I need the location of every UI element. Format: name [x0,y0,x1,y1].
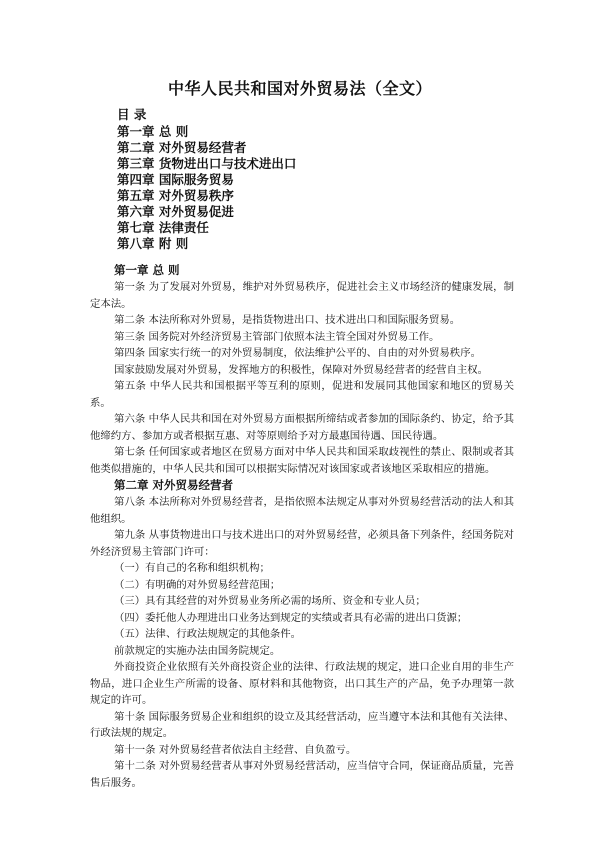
toc-item: 第四章 国际服务贸易 [117,172,234,187]
article-paragraph: 第五条 中华人民共和国根据平等互利的原则，促进和发展同其他国家和地区的贸易关系。 [90,380,514,409]
condition-item: （五）法律、行政法规规定的其他条件。 [114,628,302,640]
article-paragraph: 第十条 国际服务贸易企业和组织的设立及其经营活动，应当遵守本法和其他有关法律、行政法规的规定。 [90,710,514,739]
toc-item: 第二章 对外贸易经营者 [117,140,247,155]
toc-item: 第一章 总 则 [117,124,189,139]
article-paragraph: 第十二条 对外贸易经营者从事对外贸易经营活动，应当信守合同，保证商品质量，完善售后服务。 [90,760,514,789]
toc-item: 第七章 法律责任 [117,220,209,235]
article-paragraph: 第六条 中华人民共和国在对外贸易方面根据所缔结或者参加的国际条约、协定，给予其他缔约方、参加方或者根据互惠、对等原则给予对方最惠国待遇、国民待遇。 [90,413,514,442]
toc-item: 第三章 货物进出口与技术进出口 [117,156,297,171]
table-of-contents [117,106,296,252]
article-paragraph: 第一条 为了发展对外贸易，维护对外贸易秩序，促进社会主义市场经济的健康发展，制定本法。 [90,281,514,310]
toc-item: 第六章 对外贸易促进 [117,204,234,219]
article-paragraph: 第三条 国务院对外经济贸易主管部门依照本法主管全国对外贸易工作。 [114,330,440,343]
chapter-heading: 第二章 对外贸易经营者 [114,478,234,492]
document-title: 中华人民共和国对外贸易法（全文） [167,79,432,98]
article-paragraph: 第九条 从事货物进出口与技术进出口的对外贸易经营，必须具备下列条件，经国务院对外经济贸易主管部门许可： [90,529,514,558]
article-paragraph: 前款规定的实施办法由国务院规定。 [114,644,281,657]
article-paragraph: 第八条 本法所称对外贸易经营者，是指依照本法规定从事对外贸易经营活动的法人和其他组织。 [90,496,514,525]
article-paragraph: 第四条 国家实行统一的对外贸易制度，依法维护公平的、自由的对外贸易秩序。 [114,347,481,359]
condition-item: （四）委托他人办理进出口业务达到规定的实绩或者具有必需的进出口货源； [114,611,468,624]
article-paragraph: 第二条 本法所称对外贸易，是指货物进出口、技术进出口和国际服务贸易。 [114,314,461,326]
toc-heading: 目 录 [117,107,147,122]
condition-item: （三）具有其经营的对外贸易业务所必需的场所、资金和专业人员； [114,595,426,607]
condition-item: （二）有明确的对外贸易经营范围； [114,578,281,591]
condition-item: （一）有自己的名称和组织机构； [114,562,270,574]
article-paragraph: 第十一条 对外贸易经营者依法自主经营、自负盈亏。 [114,743,357,756]
toc-item: 第五章 对外贸易秩序 [117,188,234,203]
article-paragraph: 外商投资企业依照有关外商投资企业的法律、行政法规的规定，进口企业自用的非生产物品，进口企业生产所需的设备、原材料和其他物资，出口其生产的产品，免予办理第一款规定的许可。 [90,661,514,706]
article-paragraph: 国家鼓励发展对外贸易，发挥地方的积极性，保障对外贸易经营者的经营自主权。 [114,363,489,376]
toc-item: 第八章 附 则 [117,236,189,251]
document-body [90,262,514,791]
chapter-heading: 第一章 总 则 [114,263,180,277]
article-paragraph: 第七条 任何国家或者地区在贸易方面对中华人民共和国采取歧视性的禁止、限制或者其他类似措施的，中华人民共和国可以根据实际情况对该国家或者该地区采取相应的措施。 [90,446,514,475]
